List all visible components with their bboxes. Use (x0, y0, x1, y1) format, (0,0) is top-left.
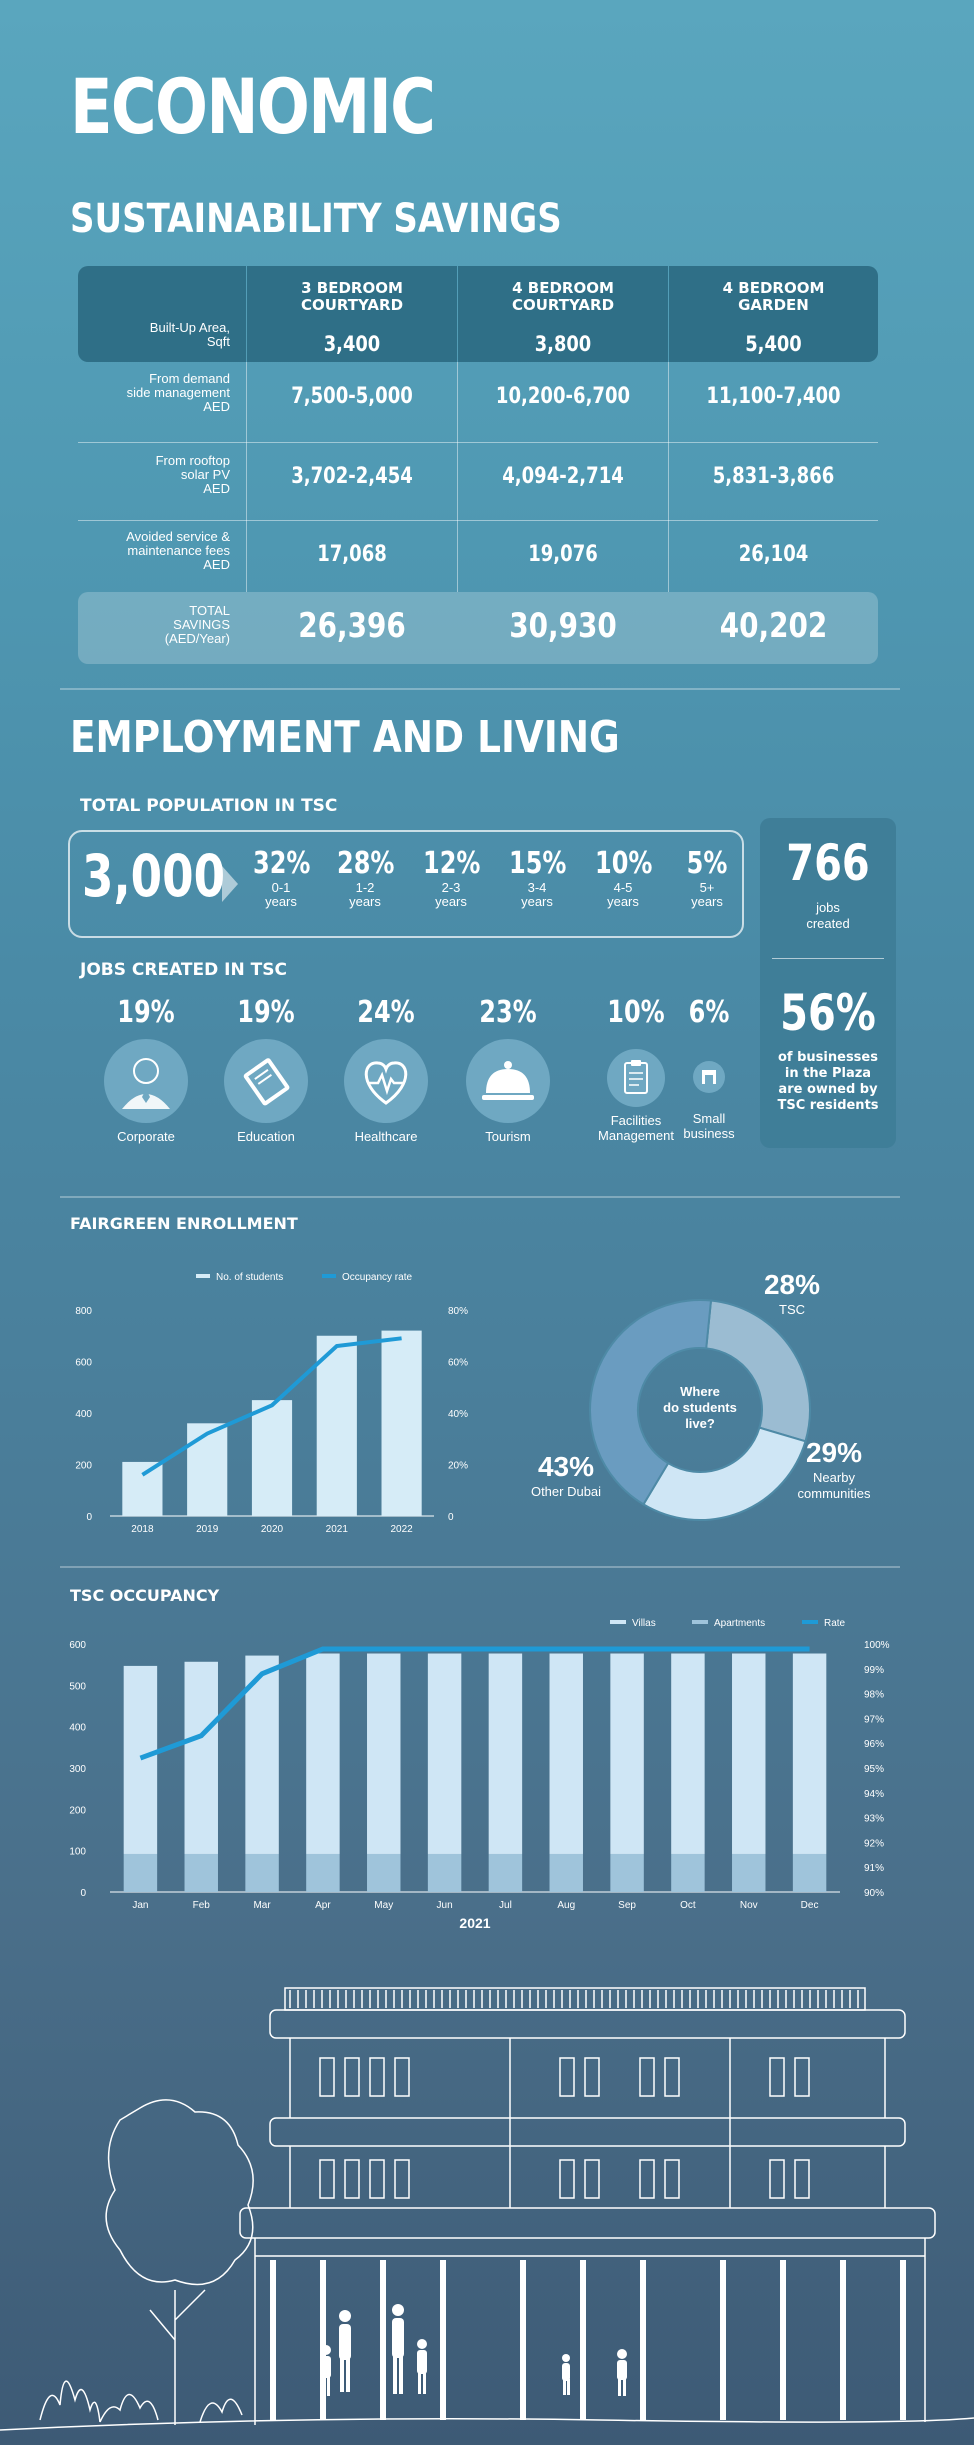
cell-total-3: 40,202 (719, 606, 828, 646)
population-total: 3,000 (82, 842, 226, 910)
plaza-l1: of businesses (778, 1050, 878, 1065)
row-label-avoided-l3: AED (203, 557, 230, 572)
x-tick-label: 2020 (260, 1524, 284, 1535)
y-tick-left: 0 (80, 1888, 86, 1899)
age-range: 3-4 (527, 880, 547, 895)
row-label-solar-l1: From rooftop (155, 453, 230, 468)
y-tick-right: 20% (448, 1460, 469, 1472)
pie-name-nearby-1: Nearby (813, 1470, 855, 1485)
job-label: Facilities Management (598, 1113, 674, 1143)
pie-center-text: live? (685, 1416, 715, 1431)
legend-swatch-apartments (692, 1620, 708, 1624)
row-label-area (78, 321, 238, 349)
age-unit: years (349, 894, 381, 909)
y-tick-left: 100 (69, 1846, 86, 1858)
age-group-2 (416, 846, 486, 909)
pie-slice-tsc (706, 1301, 810, 1442)
savings-header-col-2 (458, 266, 668, 362)
job-pct: 6% (688, 995, 730, 1030)
age-group-1 (330, 846, 400, 909)
age-group-4 (588, 846, 658, 909)
col-3-line2: GARDEN (738, 296, 809, 314)
y-tick-right: 90% (864, 1888, 885, 1899)
job-pct: 23% (479, 995, 537, 1030)
plaza-l3: are owned by (778, 1082, 878, 1097)
grid-vline (668, 362, 669, 592)
apartments-bar (793, 1854, 826, 1892)
job-pct: 10% (607, 995, 665, 1030)
pie-pct-nearby: 29% (805, 1437, 863, 1468)
pie-center-text: do students (663, 1400, 737, 1415)
job-label: Education (237, 1129, 295, 1144)
age-unit: years (607, 894, 639, 909)
job-label: Corporate (117, 1129, 175, 1144)
y-tick-right: 97% (864, 1714, 885, 1726)
job-pct: 19% (237, 995, 295, 1030)
jobs-label: JOBS CREATED IN TSC (80, 960, 287, 980)
apartments-bar (550, 1854, 583, 1892)
x-tick-label: 2021 (325, 1524, 348, 1535)
building-illustration (0, 1960, 974, 2445)
job-label: Tourism (485, 1129, 531, 1144)
col-2-area: 3,800 (534, 332, 592, 356)
heart-pulse-icon (344, 1039, 428, 1123)
x-tick-label: Mar (253, 1900, 271, 1911)
cloche-icon (466, 1039, 550, 1123)
jobs-created-l1: jobs (816, 900, 840, 915)
row-label-demand-l2: side management (126, 385, 230, 400)
x-tick-label: 2019 (196, 1524, 219, 1535)
y-tick-left: 300 (69, 1764, 86, 1775)
age-range: 1-2 (355, 880, 375, 895)
legend-label-students: No. of students (216, 1272, 284, 1283)
job-pct: 19% (117, 995, 175, 1030)
apartments-bar (367, 1854, 400, 1892)
row-label-total-l1: TOTAL (189, 603, 230, 618)
villas-bar (306, 1654, 339, 1854)
cell-demand-1: 7,500-5,000 (291, 384, 413, 409)
y-tick-right: 94% (864, 1788, 885, 1800)
y-tick-right: 95% (864, 1764, 885, 1775)
pie-pct-tsc: 28% (763, 1269, 821, 1300)
cell-total-1: 26,396 (298, 606, 406, 646)
row-label-solar-l2: solar PV (180, 467, 230, 482)
row-label-total-l2: SAVINGS (173, 617, 230, 632)
y-tick-right: 100% (864, 1640, 890, 1651)
villas-bar (367, 1654, 400, 1854)
row-label-area-l1: Built-Up Area, (149, 320, 230, 335)
pie-name-nearby-2: communities (797, 1486, 871, 1501)
age-unit: years (691, 894, 723, 909)
jobs-panel (760, 818, 896, 1148)
job-healthcare (326, 995, 446, 1144)
job-label: Small business (683, 1111, 735, 1141)
apartments-bar (732, 1854, 765, 1892)
x-tick-label: Apr (315, 1900, 331, 1911)
row-label-total-l3: (AED/Year) (164, 631, 230, 646)
age-pct: 15% (509, 846, 567, 881)
row-label-total (78, 604, 238, 646)
x-tick-label: 2022 (390, 1524, 413, 1535)
pie-name-other: Other Dubai (530, 1484, 602, 1499)
age-unit: years (435, 894, 467, 909)
plaza-value: 56% (780, 984, 876, 1042)
plaza-label (760, 1050, 896, 1114)
cell-solar-3: 5,831-3,866 (712, 464, 835, 489)
row-label-avoided (78, 530, 238, 572)
grid-hline (78, 520, 878, 521)
x-tick-label: 2018 (131, 1524, 154, 1535)
savings-header-col-1 (247, 266, 457, 362)
employment-title: EMPLOYMENT AND LIVING (70, 712, 620, 763)
enrollment-title: FAIRGREEN ENROLLMENT (70, 1214, 298, 1233)
apartments-bar (428, 1854, 461, 1892)
villas-bar (185, 1662, 218, 1854)
y-tick-left: 600 (69, 1640, 86, 1651)
y-tick-left: 400 (69, 1722, 86, 1734)
villas-bar (124, 1666, 157, 1854)
x-tick-label: Jul (499, 1900, 512, 1911)
x-tick-label: Oct (680, 1900, 696, 1911)
cell-avoided-1: 17,068 (317, 542, 387, 567)
col-1-area: 3,400 (323, 332, 381, 356)
job-pct: 24% (357, 995, 415, 1030)
pie-slice-nearby-communities (643, 1428, 805, 1520)
book-icon (224, 1039, 308, 1123)
age-pct: 5% (686, 846, 728, 881)
cell-solar-1: 3,702-2,454 (291, 464, 413, 489)
y-tick-right: 92% (864, 1838, 885, 1850)
villas-bar (671, 1654, 704, 1854)
plaza-l4: TSC residents (777, 1098, 879, 1113)
row-label-avoided-l2: maintenance fees (127, 543, 230, 558)
villas-bar (489, 1654, 522, 1854)
legend-label-apartments: Apartments (714, 1618, 766, 1629)
age-range: 2-3 (441, 880, 461, 895)
apartments-bar (124, 1854, 157, 1892)
population-label: TOTAL POPULATION IN TSC (80, 796, 338, 816)
age-pct: 28% (337, 846, 395, 881)
savings-table (78, 266, 878, 666)
y-tick-left: 800 (75, 1306, 92, 1317)
y-tick-right: 40% (448, 1409, 469, 1420)
x-tick-label: Nov (739, 1900, 758, 1911)
apartments-bar (185, 1854, 218, 1892)
x-tick-label: May (374, 1900, 394, 1911)
enrollment-bar (122, 1462, 162, 1516)
row-label-demand-l3: AED (203, 399, 230, 414)
cell-solar-2: 4,094-2,714 (502, 464, 624, 489)
students-pie-chart (500, 1262, 920, 1562)
y-tick-left: 200 (75, 1460, 92, 1472)
x-tick-label: Jan (132, 1900, 149, 1911)
cell-demand-3: 11,100-7,400 (706, 384, 841, 409)
legend-label-rate: Occupancy rate (342, 1272, 413, 1283)
grid-hline (78, 442, 878, 443)
y-tick-left: 400 (75, 1409, 92, 1420)
age-range: 0-1 (271, 880, 291, 895)
age-range: 5+ (699, 880, 715, 895)
job-small-business (654, 995, 764, 1141)
cell-avoided-2: 19,076 (528, 542, 598, 567)
apartments-bar (489, 1854, 522, 1892)
legend-label-rate: Rate (824, 1618, 846, 1629)
legend-swatch-villas (610, 1620, 626, 1624)
age-pct: 12% (423, 846, 481, 881)
y-tick-right: 80% (448, 1306, 469, 1317)
section-divider (60, 1196, 900, 1198)
row-label-avoided-l1: Avoided service & (126, 529, 230, 544)
job-corporate (86, 995, 206, 1144)
cell-total-2: 30,930 (509, 606, 617, 646)
pie-name-tsc: TSC (779, 1302, 805, 1317)
row-label-area-l2: Sqft (206, 334, 230, 349)
age-range: 4-5 (613, 880, 633, 895)
section-divider (60, 688, 900, 690)
page-title: ECONOMIC (70, 62, 435, 151)
villas-bar (793, 1654, 826, 1854)
row-label-solar (78, 454, 238, 496)
x-tick-label: Sep (618, 1900, 636, 1911)
age-group-3 (502, 846, 572, 909)
panel-divider (772, 958, 884, 959)
apartments-bar (610, 1854, 643, 1892)
x-tick-label: Dec (800, 1900, 819, 1911)
y-tick-right: 96% (864, 1739, 885, 1751)
y-tick-right: 98% (864, 1689, 885, 1701)
y-tick-right: 91% (864, 1863, 885, 1875)
occupancy-chart (50, 1608, 930, 1948)
col-1-line1: 3 BEDROOM (301, 279, 403, 297)
y-tick-left: 600 (75, 1357, 92, 1369)
plaza-l2: in the Plaza (784, 1066, 872, 1081)
col-2-line2: COURTYARD (511, 296, 615, 314)
savings-title: SUSTAINABILITY SAVINGS (70, 196, 562, 242)
enrollment-bar (382, 1331, 422, 1516)
shop-icon (693, 1061, 725, 1093)
pie-center-text: Where (680, 1384, 720, 1399)
apartments-bar (245, 1854, 278, 1892)
grid-vline (457, 362, 458, 592)
enrollment-chart (54, 1252, 514, 1552)
col-3-line1: 4 BEDROOM (722, 279, 825, 297)
y-tick-right: 99% (864, 1664, 885, 1676)
savings-header-col-3 (669, 266, 878, 362)
row-label-demand-l1: From demand (149, 371, 230, 386)
legend-swatch-rate (802, 1620, 818, 1624)
enrollment-bar (187, 1423, 227, 1516)
job-education (206, 995, 326, 1144)
x-tick-label: Feb (192, 1900, 210, 1911)
col-1-line2: COURTYARD (300, 296, 404, 314)
y-tick-left: 500 (69, 1681, 86, 1693)
x-tick-label: Aug (557, 1900, 576, 1911)
col-2-line1: 4 BEDROOM (512, 279, 614, 297)
jobs-created-l2: created (806, 916, 850, 931)
arrow-right-icon (222, 866, 238, 902)
col-3-area: 5,400 (745, 332, 802, 356)
y-tick-left: 0 (86, 1512, 92, 1523)
villas-bar (428, 1654, 461, 1854)
job-tourism (448, 995, 568, 1144)
age-pct: 32% (253, 846, 311, 881)
row-label-solar-l3: AED (203, 481, 230, 496)
villas-bar (610, 1654, 643, 1854)
age-pct: 10% (595, 846, 653, 881)
villas-bar (732, 1654, 765, 1854)
job-label: Healthcare (354, 1129, 418, 1144)
x-axis-label: 2021 (459, 1915, 491, 1931)
pie-pct-other: 43% (537, 1451, 595, 1482)
jobs-created-label (760, 900, 896, 932)
y-tick-right: 93% (864, 1813, 885, 1825)
cell-demand-2: 10,200-6,700 (495, 384, 631, 409)
legend-swatch-rate (322, 1274, 336, 1278)
y-tick-right: 60% (448, 1357, 469, 1369)
row-label-demand (78, 372, 238, 414)
y-tick-right: 0 (448, 1512, 454, 1523)
age-group-0 (246, 846, 316, 909)
x-tick-label: Jun (436, 1900, 453, 1911)
villas-bar (550, 1654, 583, 1854)
enrollment-bar (317, 1336, 357, 1516)
occupancy-title: TSC OCCUPANCY (70, 1586, 220, 1605)
section-divider (60, 1566, 900, 1568)
age-group-5 (672, 846, 742, 909)
jobs-created-value: 766 (786, 834, 870, 892)
person-icon (104, 1039, 188, 1123)
age-unit: years (521, 894, 553, 909)
legend-swatch-students (196, 1274, 210, 1278)
y-tick-left: 200 (69, 1805, 86, 1817)
grid-vline (246, 362, 247, 592)
legend-label-villas: Villas (632, 1618, 656, 1629)
age-unit: years (265, 894, 297, 909)
enrollment-bar (252, 1400, 292, 1516)
apartments-bar (306, 1854, 339, 1892)
apartments-bar (671, 1854, 704, 1892)
rate-line (140, 1649, 809, 1758)
cell-avoided-3: 26,104 (738, 542, 809, 567)
